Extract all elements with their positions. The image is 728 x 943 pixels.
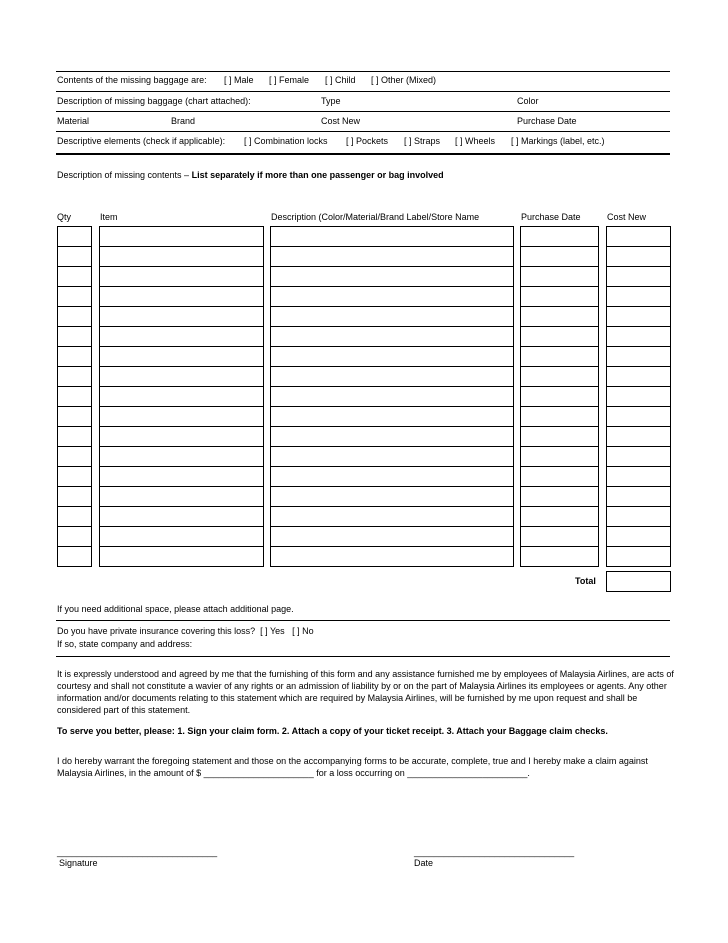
cell-item[interactable] — [99, 346, 264, 367]
cell-item[interactable] — [99, 246, 264, 267]
option-female[interactable]: [ ] Female — [269, 75, 310, 85]
cell-qty[interactable] — [57, 306, 92, 327]
cell-qty[interactable] — [57, 286, 92, 307]
missing-contents-emphasis: List separately if more than one passenger or bag involved — [191, 170, 444, 180]
cell-purchase[interactable] — [520, 246, 599, 267]
cell-purchase[interactable] — [520, 286, 599, 307]
cell-purchase[interactable] — [520, 386, 599, 407]
cell-qty[interactable] — [57, 526, 92, 547]
cell-desc[interactable] — [270, 366, 514, 387]
cell-qty[interactable] — [57, 506, 92, 527]
cell-desc[interactable] — [270, 226, 514, 247]
cell-item[interactable] — [99, 306, 264, 327]
cell-item[interactable] — [99, 286, 264, 307]
cell-cost[interactable] — [606, 426, 671, 447]
option-wheels[interactable]: [ ] Wheels — [455, 136, 496, 146]
cell-desc[interactable] — [270, 506, 514, 527]
cell-cost[interactable] — [606, 406, 671, 427]
cell-qty[interactable] — [57, 466, 92, 487]
cell-cost[interactable] — [606, 326, 671, 347]
total-box[interactable] — [606, 571, 671, 592]
cell-cost[interactable] — [606, 386, 671, 407]
cell-desc[interactable] — [270, 386, 514, 407]
cell-cost[interactable] — [606, 286, 671, 307]
cell-item[interactable] — [99, 446, 264, 467]
elements-label: Descriptive elements (check if applicable): — [57, 136, 226, 146]
missing-contents-line — [57, 170, 444, 181]
cell-item[interactable] — [99, 486, 264, 507]
cell-desc[interactable] — [270, 546, 514, 567]
cell-purchase[interactable] — [520, 346, 599, 367]
cell-purchase[interactable] — [520, 326, 599, 347]
cell-desc[interactable] — [270, 346, 514, 367]
cell-cost[interactable] — [606, 446, 671, 467]
cell-qty[interactable] — [57, 546, 92, 567]
header-qty: Qty — [57, 212, 72, 222]
cell-purchase[interactable] — [520, 366, 599, 387]
cell-desc[interactable] — [270, 406, 514, 427]
cell-purchase[interactable] — [520, 466, 599, 487]
cell-purchase[interactable] — [520, 426, 599, 447]
description-label: Description of missing baggage (chart attached): — [57, 96, 251, 106]
cell-desc[interactable] — [270, 326, 514, 347]
cell-item[interactable] — [99, 326, 264, 347]
insurance-no[interactable]: [ ] No — [292, 626, 314, 636]
type-label: Type — [321, 96, 341, 106]
cell-cost[interactable] — [606, 506, 671, 527]
cell-qty[interactable] — [57, 226, 92, 247]
top-rule — [56, 71, 670, 72]
date-label: Date — [414, 858, 434, 868]
option-straps[interactable]: [ ] Straps — [404, 136, 441, 146]
cell-cost[interactable] — [606, 266, 671, 287]
cell-qty[interactable] — [57, 426, 92, 447]
cell-item[interactable] — [99, 546, 264, 567]
header-purchase-date: Purchase Date — [521, 212, 581, 222]
option-other[interactable]: [ ] Other (Mixed) — [371, 75, 437, 85]
cell-item[interactable] — [99, 466, 264, 487]
cell-desc[interactable] — [270, 526, 514, 547]
agreement-paragraph: It is expressly understood and agreed by me that the furnishing of this form and any assistance furnished me by employees of Malaysia Airlines, are acts of courtesy and shall not constitute a wavier of any rights or an admission of liability by or on the part of Malaysia Airlines its employees or agents. Any other information and/or documents relating to this statement which are required by Malaysia Airlines, will be furnished by me upon request and shall be considered part of this statement. — [57, 669, 674, 715]
cell-qty[interactable] — [57, 386, 92, 407]
cell-purchase[interactable] — [520, 266, 599, 287]
cell-desc[interactable] — [270, 266, 514, 287]
cell-qty[interactable] — [57, 486, 92, 507]
cell-qty[interactable] — [57, 326, 92, 347]
insurance-line — [57, 626, 314, 637]
contents-label: Contents of the missing baggage are: — [57, 75, 207, 85]
date-line[interactable]: ________________________________ — [414, 847, 575, 857]
option-pockets[interactable]: [ ] Pockets — [346, 136, 389, 146]
cell-item[interactable] — [99, 506, 264, 527]
brand-label: Brand — [171, 116, 196, 126]
cell-qty[interactable] — [57, 446, 92, 467]
insurance-question: Do you have private insurance covering this loss? — [57, 626, 256, 636]
cell-purchase[interactable] — [520, 306, 599, 327]
purchase-date-label: Purchase Date — [517, 116, 577, 126]
cell-cost[interactable] — [606, 306, 671, 327]
cell-item[interactable] — [99, 526, 264, 547]
warrant-paragraph: I do hereby warrant the foregoing statement and those on the accompanying forms to be accurate, complete, true and I hereby make a claim against Malaysia Airlines, in the amount of $ ______________________ for a loss occurring on ________________________. — [57, 756, 648, 778]
color-label: Color — [517, 96, 539, 106]
insurance-followup: If so, state company and address: — [57, 639, 193, 649]
serve-instructions: To serve you better, please: 1. Sign your claim form. 2. Attach a copy of your ticket receipt. 3. Attach your Baggage claim checks. — [57, 726, 608, 736]
cell-item[interactable] — [99, 266, 264, 287]
cell-purchase[interactable] — [520, 546, 599, 567]
additional-space-note: If you need additional space, please attach additional page. — [57, 604, 294, 614]
cell-cost[interactable] — [606, 546, 671, 567]
cell-purchase[interactable] — [520, 486, 599, 507]
material-label: Material — [57, 116, 90, 126]
cell-cost[interactable] — [606, 526, 671, 547]
cell-qty[interactable] — [57, 406, 92, 427]
header-item: Item — [100, 212, 118, 222]
cell-qty[interactable] — [57, 266, 92, 287]
cell-cost[interactable] — [606, 486, 671, 507]
cell-desc[interactable] — [270, 486, 514, 507]
signature-label: Signature — [59, 858, 98, 868]
option-markings[interactable]: [ ] Markings (label, etc.) — [511, 136, 605, 146]
cell-cost[interactable] — [606, 366, 671, 387]
insurance-yes[interactable]: [ ] Yes — [260, 626, 285, 636]
total-label: Total — [575, 576, 596, 586]
cell-desc[interactable] — [270, 246, 514, 267]
cell-item[interactable] — [99, 426, 264, 447]
cell-purchase[interactable] — [520, 226, 599, 247]
cost-new-label: Cost New — [321, 116, 361, 126]
header-cost-new: Cost New — [607, 212, 647, 222]
missing-contents-label: Description of missing contents – — [57, 170, 190, 180]
cell-desc[interactable] — [270, 306, 514, 327]
cell-purchase[interactable] — [520, 406, 599, 427]
cell-purchase[interactable] — [520, 526, 599, 547]
cell-item[interactable] — [99, 386, 264, 407]
signature-line[interactable]: ________________________________ — [57, 847, 218, 857]
cell-qty[interactable] — [57, 346, 92, 367]
cell-item[interactable] — [99, 366, 264, 387]
option-male[interactable]: [ ] Male — [224, 75, 254, 85]
cell-purchase[interactable] — [520, 506, 599, 527]
cell-cost[interactable] — [606, 226, 671, 247]
rule-agreement — [56, 656, 670, 657]
rule-1 — [56, 91, 670, 92]
rule-insurance — [56, 620, 670, 621]
cell-cost[interactable] — [606, 346, 671, 367]
cell-cost[interactable] — [606, 466, 671, 487]
cell-purchase[interactable] — [520, 446, 599, 467]
option-child[interactable]: [ ] Child — [325, 75, 356, 85]
option-combination-locks[interactable]: [ ] Combination locks — [244, 136, 328, 146]
rule-3 — [56, 131, 670, 132]
header-description: Description (Color/Material/Brand Label/Store Name — [271, 212, 480, 222]
cell-cost[interactable] — [606, 246, 671, 267]
rule-2 — [56, 111, 670, 112]
rule-thick — [56, 153, 670, 155]
cell-desc[interactable] — [270, 286, 514, 307]
cell-desc[interactable] — [270, 466, 514, 487]
cell-qty[interactable] — [57, 366, 92, 387]
cell-qty[interactable] — [57, 246, 92, 267]
cell-item[interactable] — [99, 226, 264, 247]
cell-item[interactable] — [99, 406, 264, 427]
cell-desc[interactable] — [270, 426, 514, 447]
cell-desc[interactable] — [270, 446, 514, 467]
